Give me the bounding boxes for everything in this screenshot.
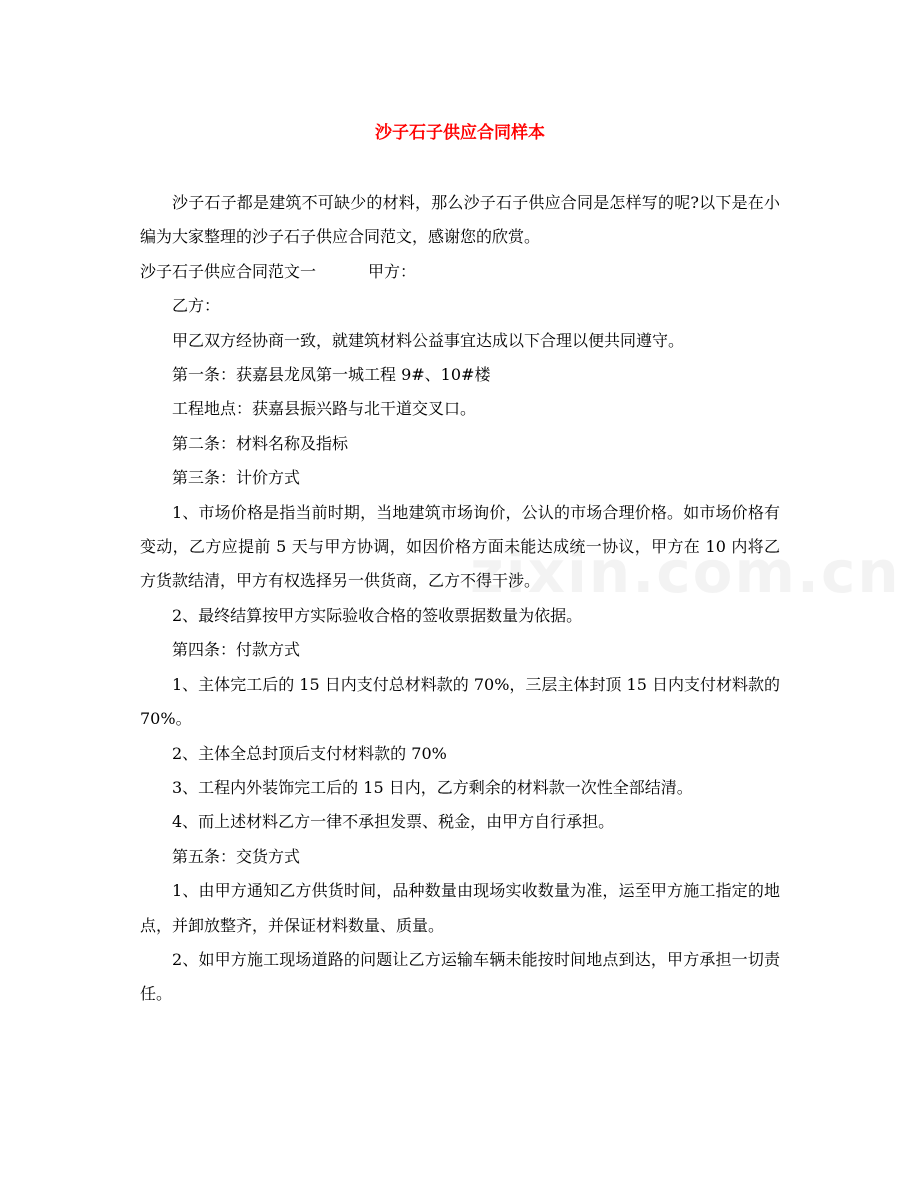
paragraph: 工程地点：获嘉县振兴路与北干道交叉口。 <box>172 399 477 419</box>
article-2: 第二条：材料名称及指标 <box>172 433 349 453</box>
paragraph: 甲乙双方经协商一致，就建筑材料公益事宜达成以下合理以便共同遵守。 <box>172 330 685 350</box>
paragraph: 1、市场价格是指当前时期，当地建筑市场询价，公认的市场合理价格。如市场价格有变动，乙方应提前 5 天与甲方协调，如因价格方面未能达成统一协议，甲方在 10 内将乙方货款结清，甲方有权选择另一供货商，乙方不得干涉。 <box>140 502 780 591</box>
watermark <box>470 538 901 606</box>
paragraph: 2、最终结算按甲方实际验收合格的签收票据数量为依据。 <box>172 605 583 625</box>
paragraph: 4、而上述材料乙方一律不承担发票、税金，由甲方自行承担。 <box>172 812 615 832</box>
party-b-label: 乙方： <box>172 296 221 316</box>
paragraph: 3、工程内外装饰完工后的 15 日内，乙方剩余的材料款一次性全部结清。 <box>172 777 693 797</box>
article-1: 第一条：获嘉县龙凤第一城工程 9#、10#楼 <box>172 365 491 385</box>
article-4: 第四条：付款方式 <box>172 640 301 660</box>
sample-heading: 沙子石子供应合同范文一 <box>140 261 317 281</box>
paragraph: 1、主体完工后的 15 日内支付总材料款的 70%，三层主体封顶 15 日内支付材料款的 70%。 <box>140 674 780 729</box>
article-5: 第五条：交货方式 <box>172 846 301 866</box>
document-title: 沙子石子供应合同样本 <box>375 123 545 143</box>
paragraph: 2、主体全总封顶后支付材料款的 70% <box>172 743 447 763</box>
party-a-label: 甲方： <box>368 261 417 281</box>
article-3: 第三条：计价方式 <box>172 468 301 488</box>
intro-paragraph: 沙子石子都是建筑不可缺少的材料，那么沙子石子供应合同是怎样写的呢?以下是在小编为大家整理的沙子石子供应合同范文，感谢您的欣赏。 <box>140 193 780 247</box>
paragraph: 2、如甲方施工现场道路的问题让乙方运输车辆未能按时间地点到达，甲方承担一切责任。 <box>140 949 780 1004</box>
paragraph: 1、由甲方通知乙方供货时间，品种数量由现场实收数量为准，运至甲方施工指定的地点，并卸放整齐，并保证材料数量、质量。 <box>140 881 780 935</box>
sample-heading-line <box>140 255 780 289</box>
